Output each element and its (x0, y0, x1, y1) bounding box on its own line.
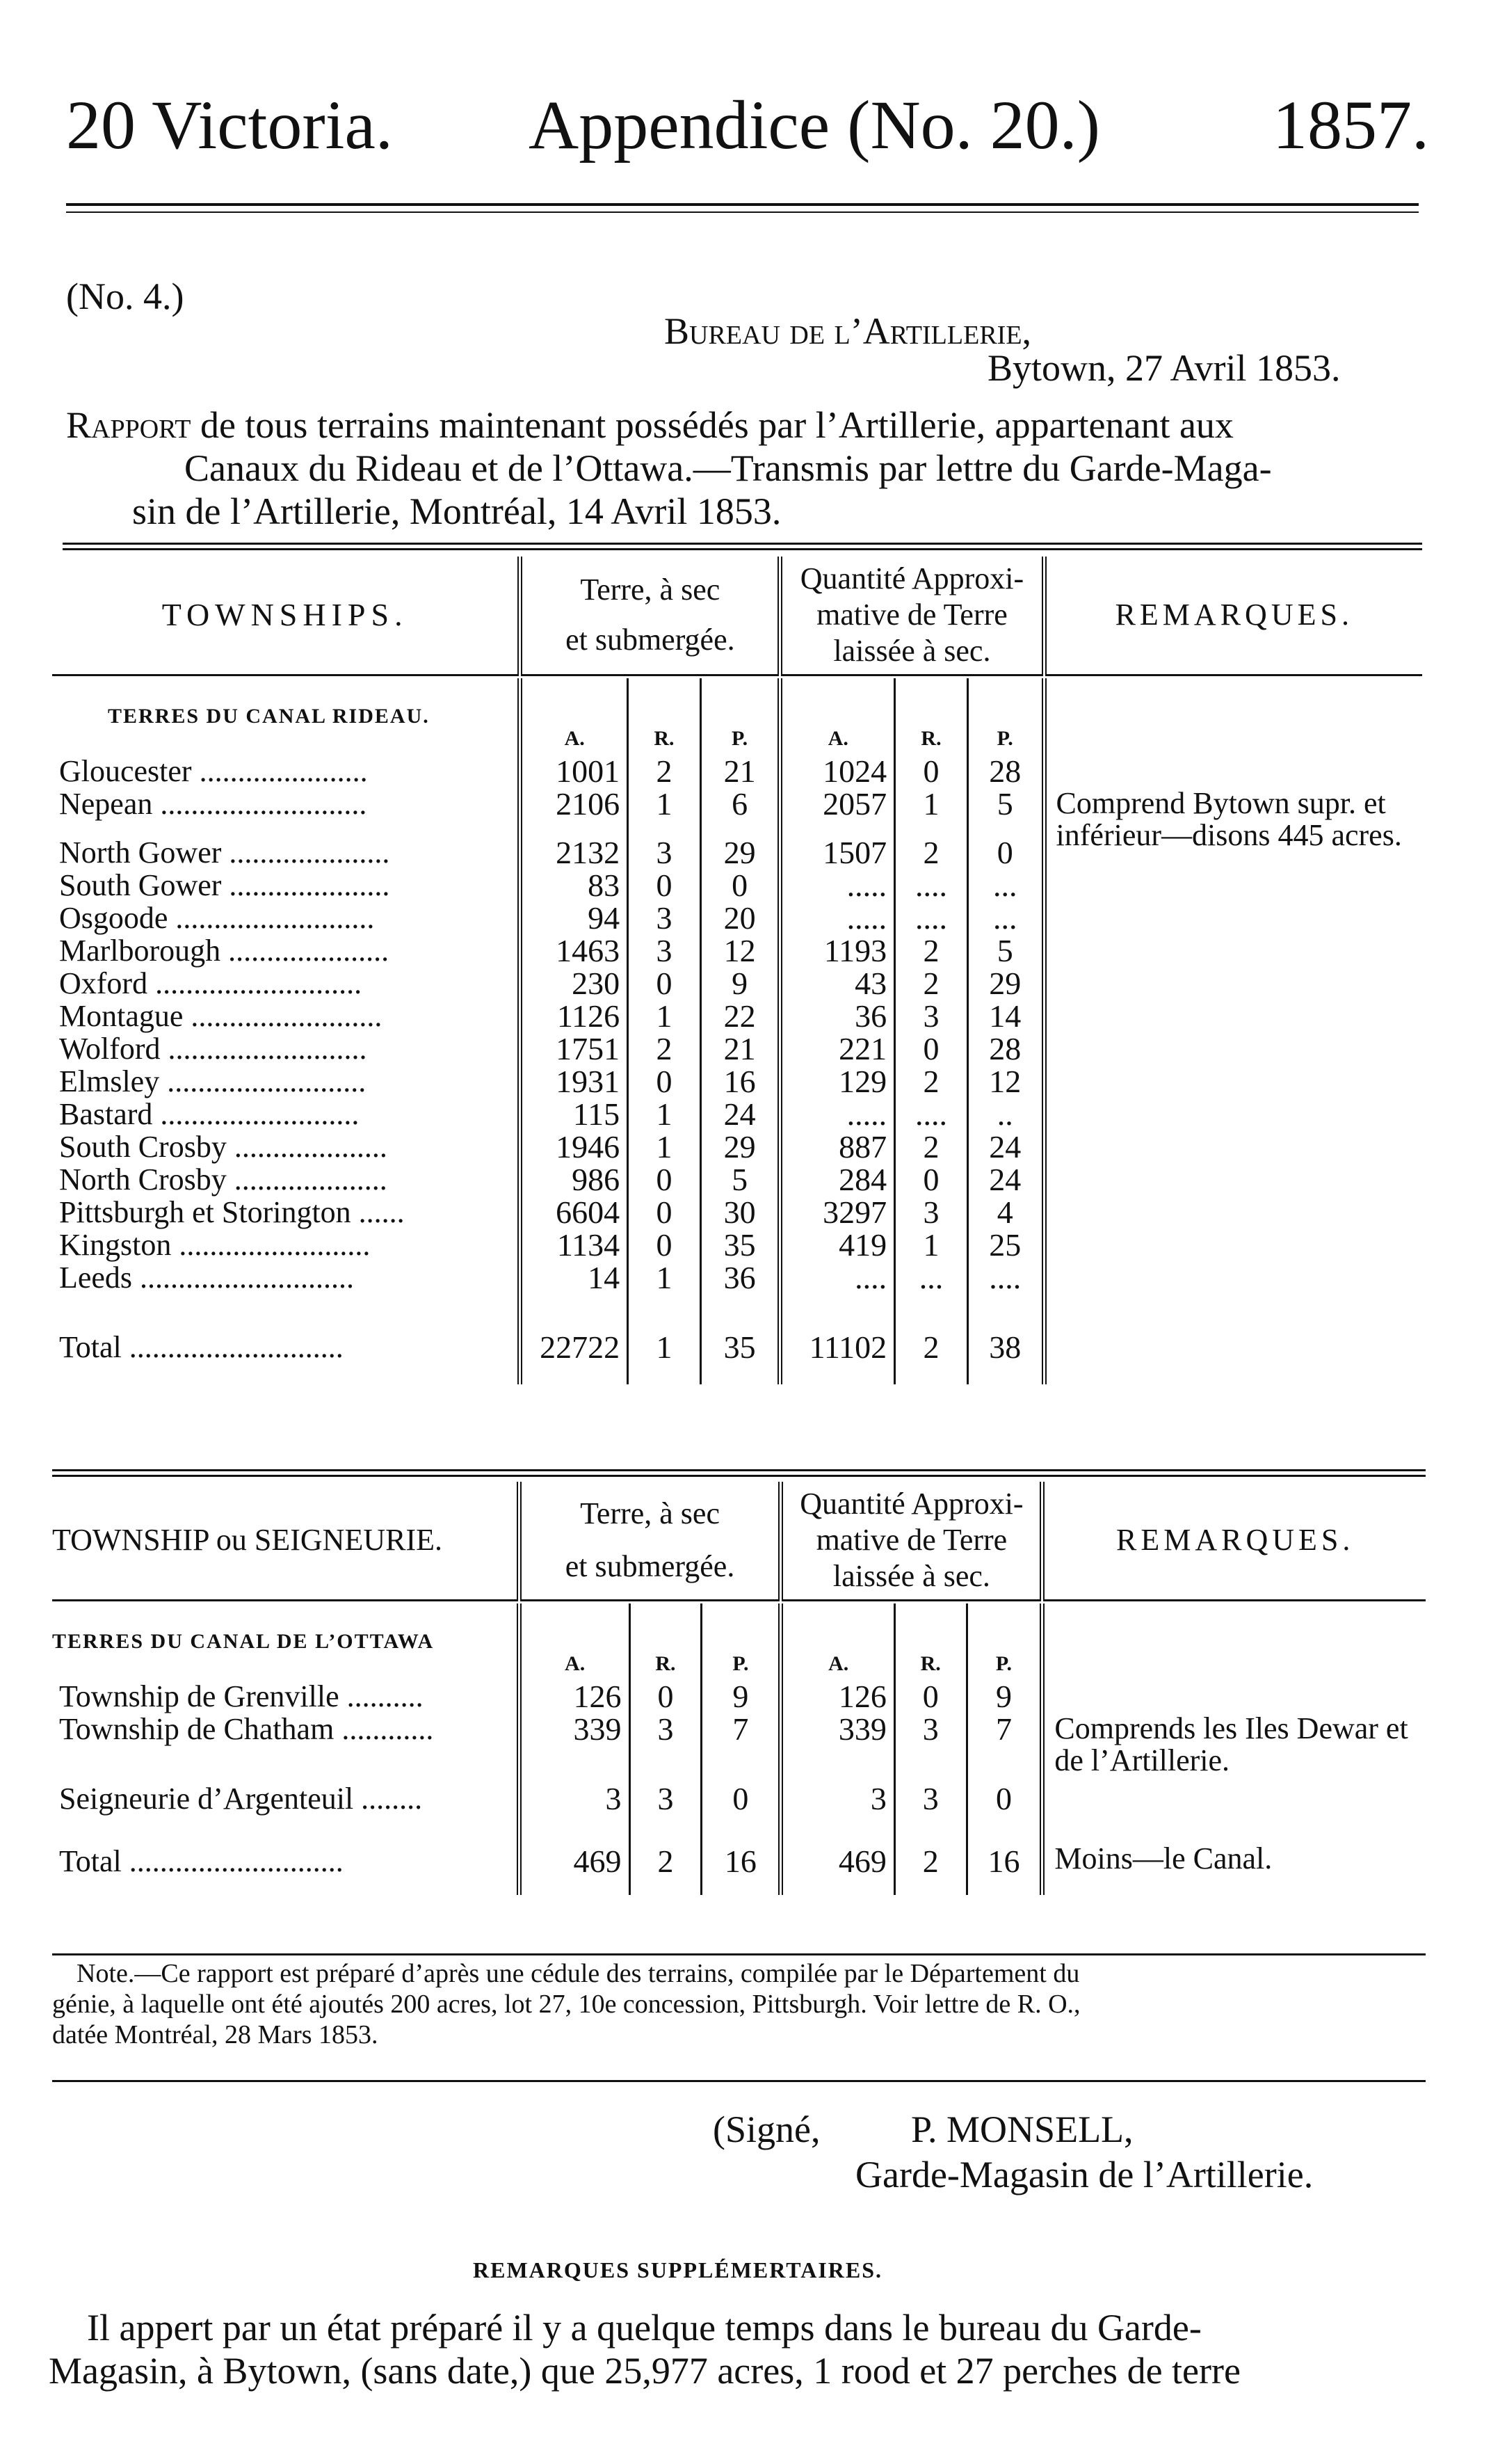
quantite-perches: 28 (967, 755, 1044, 787)
table1-units-row (52, 678, 1422, 755)
note-line-2: génie, à laquelle ont été ajoutés 200 acres, lot 27, 10e concession, Pittsburgh. Voir lettre de R. O., (52, 1990, 1081, 2019)
terre-perches: 12 (700, 934, 780, 967)
table2-top-rule (52, 1469, 1426, 1471)
unit2-qa: A. (781, 1603, 894, 1680)
quantite-roods: 2 (895, 820, 968, 869)
table2-header-row (52, 1482, 1426, 1600)
terre-roods: 0 (628, 967, 701, 1000)
township-name: Wolford .......................... (59, 1032, 367, 1066)
row-remark (1044, 967, 1422, 1000)
note-line-3: datée Montréal, 28 Mars 1853. (52, 2020, 378, 2049)
unit2-r: R. (629, 1603, 702, 1680)
quantite-roods: .... (895, 869, 968, 902)
table1-row (52, 1229, 1422, 1261)
township-name: Oxford ........................... (59, 966, 362, 1000)
quantite-roods: 0 (894, 1680, 967, 1713)
signatory-name: P. MONSELL, (911, 2109, 1134, 2150)
running-head-left: 20 Victoria. (66, 86, 393, 163)
terre-roods: 0 (628, 1196, 701, 1229)
col-quantite (780, 557, 1044, 675)
row-remark (1044, 1261, 1422, 1294)
table2-top-rule-2 (52, 1475, 1426, 1477)
table1-row (52, 787, 1422, 820)
bureau-heading: Bureau de l’Artillerie, (664, 310, 1032, 352)
table1-row (52, 1163, 1422, 1196)
quantite-acres: 11102 (780, 1329, 895, 1363)
quantite-roods: 3 (895, 1000, 968, 1032)
township-name: North Gower ..................... (59, 835, 390, 870)
quantite-acres: 126 (781, 1680, 894, 1713)
quantite-acres: ..... (780, 902, 895, 934)
unit2-qr: R. (894, 1603, 967, 1680)
col-terre-line-1: Terre, à sec (580, 573, 720, 607)
row-remark (1042, 1680, 1426, 1713)
table1-row (52, 869, 1422, 902)
quantite-acres: ..... (780, 1098, 895, 1130)
signatory-title: Garde-Magasin de l’Artillerie. (855, 2154, 1314, 2195)
terre-perches: 30 (700, 1196, 780, 1229)
township-name: Gloucester ...................... (59, 754, 368, 788)
col-remarques-2: REMARQUES. (1042, 1482, 1426, 1600)
unit-qa: A. (780, 678, 895, 755)
row-remark (1044, 934, 1422, 967)
terre-roods: 2 (628, 1032, 701, 1065)
col-terre-2-line-2: et submergée. (565, 1549, 735, 1584)
quantite-acres: 3297 (780, 1196, 895, 1229)
terre-acres: 469 (519, 1843, 629, 1878)
quantite-acres: 129 (780, 1065, 895, 1098)
quantite-perches: 24 (967, 1130, 1044, 1163)
terre-perches: 9 (700, 967, 780, 1000)
quantite-roods: 2 (895, 1329, 968, 1363)
quantite-acres: 339 (781, 1713, 894, 1745)
terre-perches: 29 (700, 820, 780, 869)
table1-row (52, 934, 1422, 967)
table1-top-rule (63, 543, 1422, 545)
quantite-roods: 0 (895, 755, 968, 787)
row-remark (1044, 1130, 1422, 1163)
terre-perches: 35 (700, 1229, 780, 1261)
township-name: Leeds ............................ (59, 1261, 355, 1295)
report-line-3: sin de l’Artillerie, Montréal, 14 Avril 1853. (132, 490, 782, 532)
quantite-perches: 4 (967, 1196, 1044, 1229)
township-name: South Gower ..................... (59, 868, 390, 902)
col-qte-line-3: laissée à sec. (833, 634, 991, 669)
quantite-perches: 29 (967, 967, 1044, 1000)
quantite-perches: 0 (967, 1745, 1042, 1815)
quantite-roods: 0 (895, 1163, 968, 1196)
table1-row (52, 755, 1422, 787)
terre-perches: 24 (700, 1098, 780, 1130)
township-name: Total ............................ (59, 1330, 344, 1364)
terre-perches: 0 (700, 869, 780, 902)
quantite-acres: 469 (781, 1843, 894, 1878)
terre-acres: 3 (519, 1745, 629, 1815)
terre-acres: 1463 (520, 934, 628, 967)
row-remark: Moins—le Canal. (1042, 1843, 1426, 1878)
terre-roods: 3 (628, 820, 701, 869)
terre-perches: 21 (700, 755, 780, 787)
section-ottawa: TERRES DU CANAL DE L’OTTAWA (52, 1630, 435, 1653)
quantite-perches: 0 (967, 820, 1044, 869)
township-name: North Crosby .................... (59, 1162, 387, 1197)
unit2-qp: P. (967, 1603, 1042, 1680)
quantite-acres: 1193 (780, 934, 895, 967)
supplementary-paragraph (49, 2306, 1440, 2392)
table1-row (52, 902, 1422, 934)
township-name: Total ............................ (59, 1844, 344, 1878)
header-rule-bottom (66, 211, 1419, 213)
terre-roods: 0 (628, 1163, 701, 1196)
terre-perches: 36 (700, 1261, 780, 1294)
table1-top-rule-2 (63, 548, 1422, 550)
col-terre-2 (519, 1482, 781, 1600)
quantite-perches: .... (967, 1261, 1044, 1294)
quantite-perches: ... (967, 869, 1044, 902)
report-lead: Rapport (66, 404, 191, 446)
terre-acres: 1931 (520, 1065, 628, 1098)
table2-bottom-rule (52, 1953, 1426, 1955)
section-rideau: TERRES DU CANAL RIDEAU. (108, 705, 430, 728)
quantite-roods: 3 (895, 1196, 968, 1229)
terre-acres: 1126 (520, 1000, 628, 1032)
note-line-1: Note.—Ce rapport est préparé d’après une cédule des terrains, compilée par le Département du (76, 1959, 1080, 1988)
quantite-acres: 887 (780, 1130, 895, 1163)
row-remark (1044, 1000, 1422, 1032)
township-name: Seigneurie d’Argenteuil ........ (59, 1782, 423, 1816)
terre-roods: 2 (628, 755, 701, 787)
quantite-roods: 2 (895, 1065, 968, 1098)
col-qte-2-line-1: Quantité Approxi- (800, 1487, 1024, 1521)
terre-roods: 0 (628, 869, 701, 902)
terre-acres: 339 (519, 1713, 629, 1745)
terre-roods: 0 (628, 1065, 701, 1098)
table1-header-row (52, 557, 1422, 675)
col-township-seigneurie: TOWNSHIP ou SEIGNEURIE. (52, 1523, 442, 1558)
terre-roods: 0 (629, 1680, 702, 1713)
township-name: Pittsburgh et Storington ...... (59, 1195, 405, 1229)
table1-row (52, 1032, 1422, 1065)
township-name: Township de Chatham ............ (59, 1712, 434, 1746)
terre-perches: 16 (702, 1843, 781, 1878)
terre-acres: 94 (520, 902, 628, 934)
unit-qp: P. (967, 678, 1044, 755)
terre-roods: 0 (628, 1229, 701, 1261)
col-terre-line-2: et submergée. (565, 623, 735, 657)
terre-acres: 1751 (520, 1032, 628, 1065)
quantite-acres: ..... (780, 869, 895, 902)
terre-roods: 1 (628, 1000, 701, 1032)
quantite-acres: 3 (781, 1745, 894, 1815)
col-remarques: REMARQUES. (1044, 557, 1422, 675)
terre-roods: 3 (629, 1713, 702, 1745)
row-remark: Comprend Bytown supr. et inférieur—disons 445 acres. (1044, 787, 1422, 869)
document-number: (No. 4.) (66, 275, 184, 317)
terre-acres: 1134 (520, 1229, 628, 1261)
row-remark (1044, 902, 1422, 934)
row-remark: Comprends les Iles Dewar et de l’Artillerie. (1042, 1713, 1426, 1815)
table1-row (52, 1000, 1422, 1032)
terre-perches: 0 (702, 1745, 781, 1815)
quantite-perches: 16 (967, 1843, 1042, 1878)
terre-roods: 1 (628, 1261, 701, 1294)
quantite-perches: 12 (967, 1065, 1044, 1098)
township-name: South Crosby .................... (59, 1130, 387, 1164)
table1-row (52, 1098, 1422, 1130)
row-remark (1044, 1163, 1422, 1196)
table1-row (52, 1196, 1422, 1229)
table1-row (52, 1065, 1422, 1098)
quantite-perches: 5 (967, 787, 1044, 820)
township-name: Kingston ......................... (59, 1228, 371, 1262)
table2-units-row (52, 1603, 1426, 1680)
terre-acres: 230 (520, 967, 628, 1000)
terre-acres: 1001 (520, 755, 628, 787)
report-paragraph (66, 403, 1429, 533)
quantite-acres: 284 (780, 1163, 895, 1196)
quantite-roods: .... (895, 902, 968, 934)
table1-body (52, 755, 1422, 1384)
quantite-perches: ... (967, 902, 1044, 934)
terre-acres: 22722 (520, 1329, 628, 1363)
running-head-right: 1857. (1273, 86, 1429, 163)
terre-roods: 1 (628, 1130, 701, 1163)
terre-roods: 3 (628, 902, 701, 934)
terre-acres: 2132 (520, 820, 628, 869)
terre-roods: 3 (628, 934, 701, 967)
terre-perches: 16 (700, 1065, 780, 1098)
quantite-acres: 2057 (780, 787, 895, 820)
terre-perches: 6 (700, 787, 780, 820)
quantite-acres: 221 (780, 1032, 895, 1065)
signed-label: (Signé, (713, 2109, 821, 2150)
township-name: Osgoode .......................... (59, 901, 375, 935)
terre-roods: 1 (628, 787, 701, 820)
note-bottom-rule (52, 2080, 1426, 2082)
table2-body (52, 1680, 1426, 1895)
place-date: Bytown, 27 Avril 1853. (988, 347, 1341, 389)
row-remark (1044, 1098, 1422, 1130)
report-line-1: de tous terrains maintenant possédés par l’Artillerie, appartenant aux (200, 404, 1234, 446)
terre-acres: 2106 (520, 787, 628, 820)
terre-acres: 6604 (520, 1196, 628, 1229)
township-name: Montague ......................... (59, 999, 382, 1033)
col-terre (520, 557, 780, 675)
quantite-perches: 38 (967, 1329, 1044, 1363)
quantite-acres: 419 (780, 1229, 895, 1261)
quantite-acres: 43 (780, 967, 895, 1000)
township-name: Bastard .......................... (59, 1097, 360, 1131)
terre-perches: 7 (702, 1713, 781, 1745)
quantite-perches: .. (967, 1098, 1044, 1130)
quantite-perches: 28 (967, 1032, 1044, 1065)
terre-perches: 35 (700, 1329, 780, 1363)
running-head-center: Appendice (No. 20.) (529, 86, 1100, 163)
terre-acres: 14 (520, 1261, 628, 1294)
terre-perches: 22 (700, 1000, 780, 1032)
quantite-roods: ... (895, 1261, 968, 1294)
note-block (52, 1958, 1433, 2050)
township-name: Nepean ........................... (59, 787, 367, 821)
table1-total-row (52, 1329, 1422, 1363)
row-remark (1044, 1065, 1422, 1098)
terre-perches: 21 (700, 1032, 780, 1065)
quantite-roods: 3 (894, 1745, 967, 1815)
row-remark (1044, 755, 1422, 787)
terre-roods: 3 (629, 1745, 702, 1815)
unit-qr: R. (895, 678, 968, 755)
table2-total-row (52, 1843, 1426, 1878)
row-remark (1044, 1229, 1422, 1261)
row-remark (1044, 869, 1422, 902)
terre-acres: 83 (520, 869, 628, 902)
row-remark (1044, 1329, 1422, 1363)
quantite-acres: 36 (780, 1000, 895, 1032)
township-name: Marlborough ..................... (59, 934, 389, 968)
col-qte-2-line-2: mative de Terre (816, 1523, 1008, 1558)
terre-roods: 1 (628, 1329, 701, 1363)
header-rule-top (66, 203, 1419, 206)
col-quantite-2 (781, 1482, 1042, 1600)
quantite-roods: 1 (895, 787, 968, 820)
township-name: Elmsley .......................... (59, 1064, 366, 1098)
quantite-acres: 1024 (780, 755, 895, 787)
terre-acres: 986 (520, 1163, 628, 1196)
quantite-roods: .... (895, 1098, 968, 1130)
terre-perches: 5 (700, 1163, 780, 1196)
col-qte-line-2: mative de Terre (816, 598, 1008, 632)
supplementary-heading: REMARQUES SUPPLÉMERTAIRES. (473, 2257, 883, 2282)
unit-r: R. (628, 678, 701, 755)
unit2-a: A. (519, 1603, 629, 1680)
quantite-roods: 3 (894, 1713, 967, 1745)
col-townships: TOWNSHIPS. (161, 597, 408, 633)
supplementary-line-1: Il appert par un état préparé il y a quelque temps dans le bureau du Garde- (87, 2307, 1202, 2349)
quantite-perches: 7 (967, 1713, 1042, 1745)
quantite-roods: 2 (894, 1843, 967, 1878)
unit-p: P. (700, 678, 780, 755)
quantite-acres: .... (780, 1261, 895, 1294)
col-qte-line-1: Quantité Approxi- (800, 561, 1024, 596)
quantite-roods: 0 (895, 1032, 968, 1065)
terre-acres: 126 (519, 1680, 629, 1713)
quantite-roods: 2 (895, 967, 968, 1000)
col-qte-2-line-3: laissée à sec. (832, 1559, 990, 1594)
quantite-acres: 1507 (780, 820, 895, 869)
col-terre-2-line-1: Terre, à sec (580, 1496, 720, 1531)
unit2-p: P. (702, 1603, 781, 1680)
terre-roods: 2 (629, 1843, 702, 1878)
quantite-roods: 2 (895, 1130, 968, 1163)
table1-row (52, 1261, 1422, 1294)
terre-roods: 1 (628, 1098, 701, 1130)
terre-acres: 1946 (520, 1130, 628, 1163)
quantite-perches: 9 (967, 1680, 1042, 1713)
quantite-perches: 14 (967, 1000, 1044, 1032)
table2-row (52, 1680, 1426, 1713)
terre-perches: 20 (700, 902, 780, 934)
quantite-perches: 25 (967, 1229, 1044, 1261)
terre-acres: 115 (520, 1098, 628, 1130)
quantite-roods: 1 (895, 1229, 968, 1261)
quantite-perches: 5 (967, 934, 1044, 967)
unit-a: A. (520, 678, 628, 755)
quantite-perches: 24 (967, 1163, 1044, 1196)
supplementary-line-2: Magasin, à Bytown, (sans date,) que 25,977 acres, 1 rood et 27 perches de terre (49, 2350, 1241, 2392)
terre-perches: 29 (700, 1130, 780, 1163)
table-rideau (52, 557, 1422, 1384)
row-remark (1044, 1196, 1422, 1229)
row-remark (1044, 1032, 1422, 1065)
table-ottawa (52, 1482, 1426, 1895)
township-name: Township de Grenville .......... (59, 1679, 424, 1713)
table1-row (52, 967, 1422, 1000)
report-line-2: Canaux du Rideau et de l’Ottawa.—Transmis par lettre du Garde-Maga- (184, 447, 1272, 489)
terre-perches: 9 (702, 1680, 781, 1713)
quantite-roods: 2 (895, 934, 968, 967)
table2-row (52, 1713, 1426, 1745)
table1-row (52, 1130, 1422, 1163)
